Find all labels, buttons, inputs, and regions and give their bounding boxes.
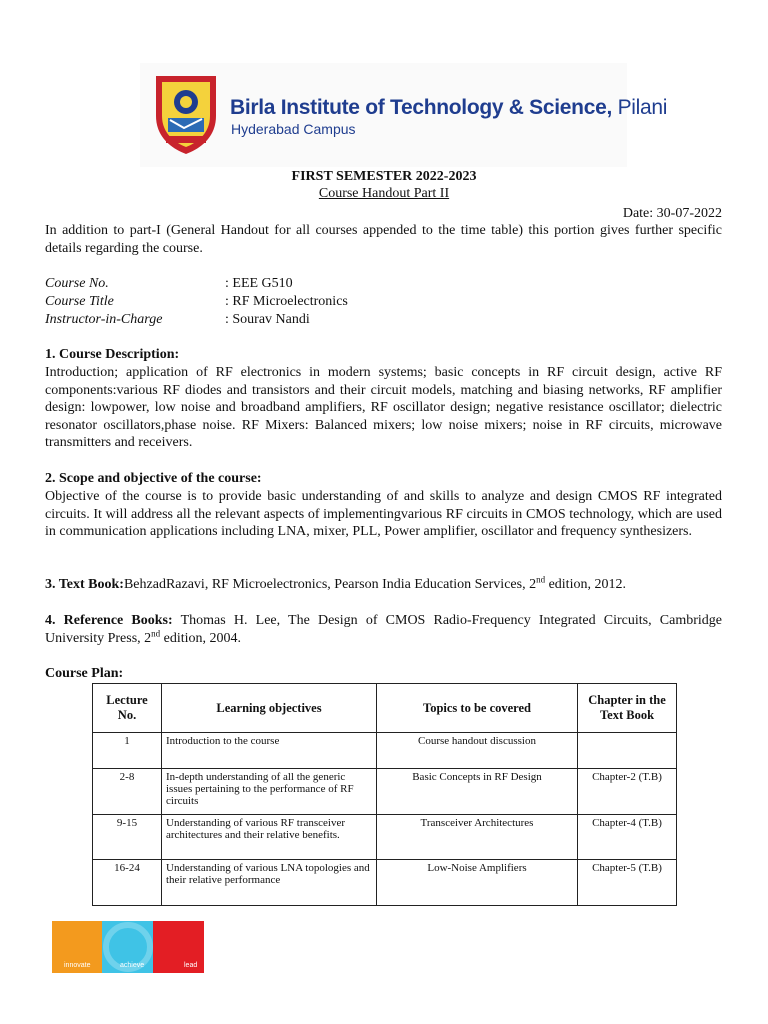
textbook-heading: 3. Text Book: <box>45 577 124 592</box>
cell-objective: Understanding of various RF transceiver architectures and their relative benefits. <box>162 815 377 860</box>
reference-sup: nd <box>151 627 161 638</box>
table-row <box>93 733 677 769</box>
cell-topic: Course handout discussion <box>377 733 578 769</box>
textbook-line <box>45 576 722 594</box>
document-date: Date: 30-07-2022 <box>622 206 722 221</box>
description-heading: 1. Course Description: <box>45 347 180 362</box>
intro-paragraph: In addition to part-I (General Handout for all courses appended to the time table) this portion gives further specific details regarding the course. <box>45 223 722 256</box>
cell-chapter: Chapter-4 (T.B) <box>578 815 677 860</box>
cell-objective: Understanding of various LNA topologies and their relative performance <box>162 860 377 906</box>
cell-chapter: Chapter-5 (T.B) <box>578 860 677 906</box>
textbook-body: BehzadRazavi, RF Microelectronics, Pearson India Education Services, 2 <box>123 577 537 592</box>
course-title-label: Course Title <box>45 294 114 309</box>
instructor-value: : Sourav Nandi <box>225 312 310 327</box>
course-title-value: : RF Microelectronics <box>225 294 348 309</box>
cell-topic: Low-Noise Amplifiers <box>377 860 578 906</box>
table-row <box>93 815 677 860</box>
cell-lecture: 2-8 <box>93 769 162 815</box>
reference-body: Thomas H. Lee, The Design of CMOS Radio-Frequency Integrated Circuits, Cambridge University Press, 2 <box>45 613 722 646</box>
reference-tail: edition, 2004. <box>160 630 242 646</box>
table-row <box>93 769 677 815</box>
description-body: Introduction; application of RF electronics in modern systems; basic concepts in RF circuit design, active RF components:various RF diodes and transistors and their circuit models, matching and biasing networks, RF amplifier design: lowpower, low noise and broadband amplifiers, RF oscillator design; negative resistance oscillator; dielectric resonator oscillators,phase noise. RF Mixers: Balanced mixers; low noise mixers; noise in RF circuits, microwave transmitters and receivers. <box>45 365 722 450</box>
course-plan-table <box>92 683 677 906</box>
course-no-label: Course No. <box>45 276 109 291</box>
course-no-value: : EEE G510 <box>225 276 293 291</box>
instructor-label: Instructor-in-Charge <box>45 312 163 327</box>
campus-name: Hyderabad Campus <box>231 121 356 137</box>
reference-line <box>45 612 722 647</box>
footer-tag-lead: lead <box>184 962 198 969</box>
handout-title: Course Handout Part II <box>318 186 450 201</box>
header-lecture-no: Lecture No. <box>93 684 162 733</box>
scope-heading: 2. Scope and objective of the course: <box>45 471 262 486</box>
reference-heading: 4. Reference Books: <box>45 613 173 628</box>
cell-objective: Introduction to the course <box>162 733 377 769</box>
header-learning-objectives: Learning objectives <box>162 684 377 733</box>
footer-tag-innovate: innovate <box>64 962 91 969</box>
course-plan-title: Course Plan: <box>45 666 124 681</box>
header-chapter: Chapter in the Text Book <box>578 684 677 733</box>
innovate-achieve-lead-logo <box>52 921 204 973</box>
header-topics: Topics to be covered <box>377 684 578 733</box>
scope-body: Objective of the course is to provide basic understanding of and skills to analyze and design CMOS RF integrated circuits. It will address all the relevant aspects of implementingvarious RF circuits in CMOS technology, which are used in communication applications including LNA, mixer, PLL, Power amplifier, oscillator and frequency synthesizers. <box>45 489 722 539</box>
textbook-tail: edition, 2012. <box>545 577 626 592</box>
cell-lecture: 16-24 <box>93 860 162 906</box>
table-row <box>93 860 677 906</box>
cell-topic: Basic Concepts in RF Design <box>377 769 578 815</box>
table-header-row <box>93 684 677 733</box>
cell-topic: Transceiver Architectures <box>377 815 578 860</box>
cell-lecture: 1 <box>93 733 162 769</box>
textbook-sup: nd <box>536 574 546 585</box>
cell-lecture: 9-15 <box>93 815 162 860</box>
bits-seal-logo <box>150 70 222 156</box>
cell-chapter <box>578 733 677 769</box>
footer-tag-achieve: achieve <box>120 962 145 969</box>
institution-name: Birla Institute of Technology & Science, Pilani <box>230 96 668 119</box>
cell-chapter: Chapter-2 (T.B) <box>578 769 677 815</box>
cell-objective: In-depth understanding of all the generic issues pertaining to the performance of RF circuits <box>162 769 377 815</box>
semester-title: FIRST SEMESTER 2022-2023 <box>291 169 477 184</box>
